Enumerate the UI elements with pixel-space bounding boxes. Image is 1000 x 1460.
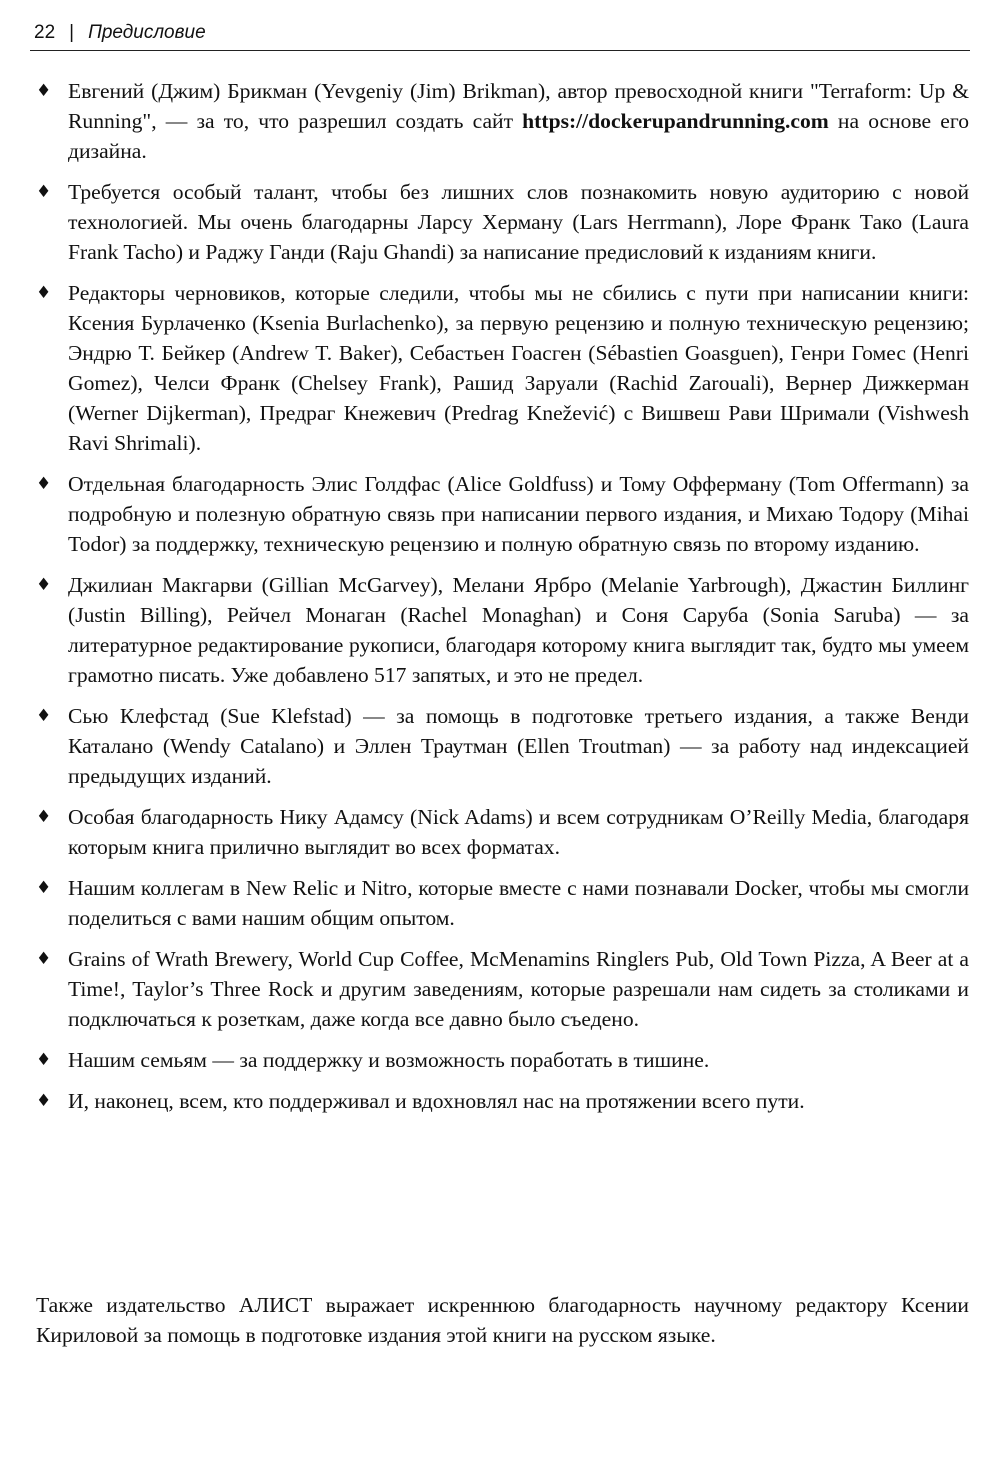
diamond-bullet-icon: ♦: [36, 575, 52, 595]
closing-paragraph: Также издательство АЛИСТ выражает искреннюю благодарность научному редактору Ксении Кириловой за помощь в подготовке издания этой книги на русском языке.: [36, 1293, 969, 1347]
header-separator: |: [69, 22, 75, 43]
list-item: [36, 873, 969, 933]
diamond-bullet-icon: ♦: [36, 949, 52, 969]
item-text: Нашим коллегам в New Relic и Nitro, которые вместе с нами познавали Docker, чтобы мы смогли поделиться с вами нашим общим опытом.: [68, 876, 969, 930]
item-text: Grains of Wrath Brewery, World Cup Coffee, McMenamins Ringlers Pub, Old Town Pizza, A Beer at a Time!, Taylor’s Three Rock и другим заведениям, которые разрешали нам сидеть за столиками и подключаться к розеткам, даже когда все давно было съедено.: [68, 947, 969, 1031]
diamond-bullet-icon: ♦: [36, 878, 52, 898]
diamond-bullet-icon: ♦: [36, 81, 52, 101]
item-text: Редакторы черновиков, которые следили, чтобы мы не сбились с пути при написании книги: Ксения Бурлаченко (Ksenia Burlachenko), за первую рецензию и полную техническую рецензию; Эндрю Т. Бейкер (Andrew T. Baker), Себастьен Гоасген (Sébastien Goasguen), Генри Гомес (Henri Gomez), Челси Франк (Chelsey Frank), Рашид Заруали (Rachid Zarouali), Вернер Дижкерман (Werner Dijkerman), Предраг Кнежевич (Predrag Knežević) с Вишвеш Рави Шримали (Vishwesh Ravi Shrimali).: [68, 281, 969, 455]
list-item: [36, 76, 969, 166]
diamond-bullet-icon: ♦: [36, 474, 52, 494]
item-text: Сью Клефстад (Sue Klefstad) — за помощь в подготовке третьего издания, а также Венди Каталано (Wendy Catalano) и Эллен Траутман (Ellen Troutman) — за работу над индексацией предыдущих изданий.: [68, 704, 969, 788]
diamond-bullet-icon: ♦: [36, 283, 52, 303]
diamond-bullet-icon: ♦: [36, 1091, 52, 1111]
list-item: [36, 1086, 969, 1116]
list-item: [36, 944, 969, 1034]
list-item: [36, 469, 969, 559]
diamond-bullet-icon: ♦: [36, 706, 52, 726]
list-item: [36, 802, 969, 862]
list-item: [36, 177, 969, 267]
item-text: Требуется особый талант, чтобы без лишних слов познакомить новую аудиторию с новой технологией. Мы очень благодарны Ларсу Херману (Lars Herrmann), Лоре Франк Тако (Laura Frank Tacho) и Раджу Ганди (Raju Ghandi) за написание предисловий к изданиям книги.: [68, 180, 969, 264]
item-text-after: на основе его дизайна.: [68, 109, 969, 163]
item-text-before: Евгений (Джим) Брикман (Yevgeniy (Jim) Brikman), автор превосходной книги "Terraform: Up & Running", — за то, что разрешил создать сайт: [68, 79, 969, 133]
diamond-bullet-icon: ♦: [36, 1050, 52, 1070]
page-header: [30, 22, 970, 51]
diamond-bullet-icon: ♦: [36, 182, 52, 202]
website-link[interactable]: https://dockerupandrunning.com: [522, 109, 829, 133]
item-text: Отдельная благодарность Элис Голдфас (Alice Goldfuss) и Тому Офферману (Tom Offermann) за подробную и полезную обратную связь при написании первого издания, и Михаю Тодору (Mihai Todor) за поддержку, техническую рецензию и полную обратную связь по второму изданию.: [68, 472, 969, 556]
list-item: [36, 1045, 969, 1075]
list-item: [36, 570, 969, 690]
page-number: 22: [34, 22, 56, 43]
list-item: [36, 701, 969, 791]
section-title: Предисловие: [88, 22, 206, 43]
item-text: Нашим семьям — за поддержку и возможность поработать в тишине.: [68, 1048, 710, 1072]
item-text: И, наконец, всем, кто поддерживал и вдохновлял нас на протяжении всего пути.: [68, 1089, 805, 1113]
list-item: [36, 278, 969, 458]
acknowledgements-list: [36, 76, 969, 1127]
diamond-bullet-icon: ♦: [36, 807, 52, 827]
item-text: Джилиан Макгарви (Gillian McGarvey), Мелани Ярбро (Melanie Yarbrough), Джастин Биллинг (Justin Billing), Рейчел Монаган (Rachel Monaghan) и Соня Саруба (Sonia Saruba) — за литературное редактирование рукописи, благодаря которому книга выглядит так, будто мы умеем грамотно писать. Уже добавлено 517 запятых, и это не предел.: [68, 573, 969, 687]
item-text: Особая благодарность Нику Адамсу (Nick Adams) и всем сотрудникам O’Reilly Media, благодаря которым книга прилично выглядит во всех форматах.: [68, 805, 969, 859]
